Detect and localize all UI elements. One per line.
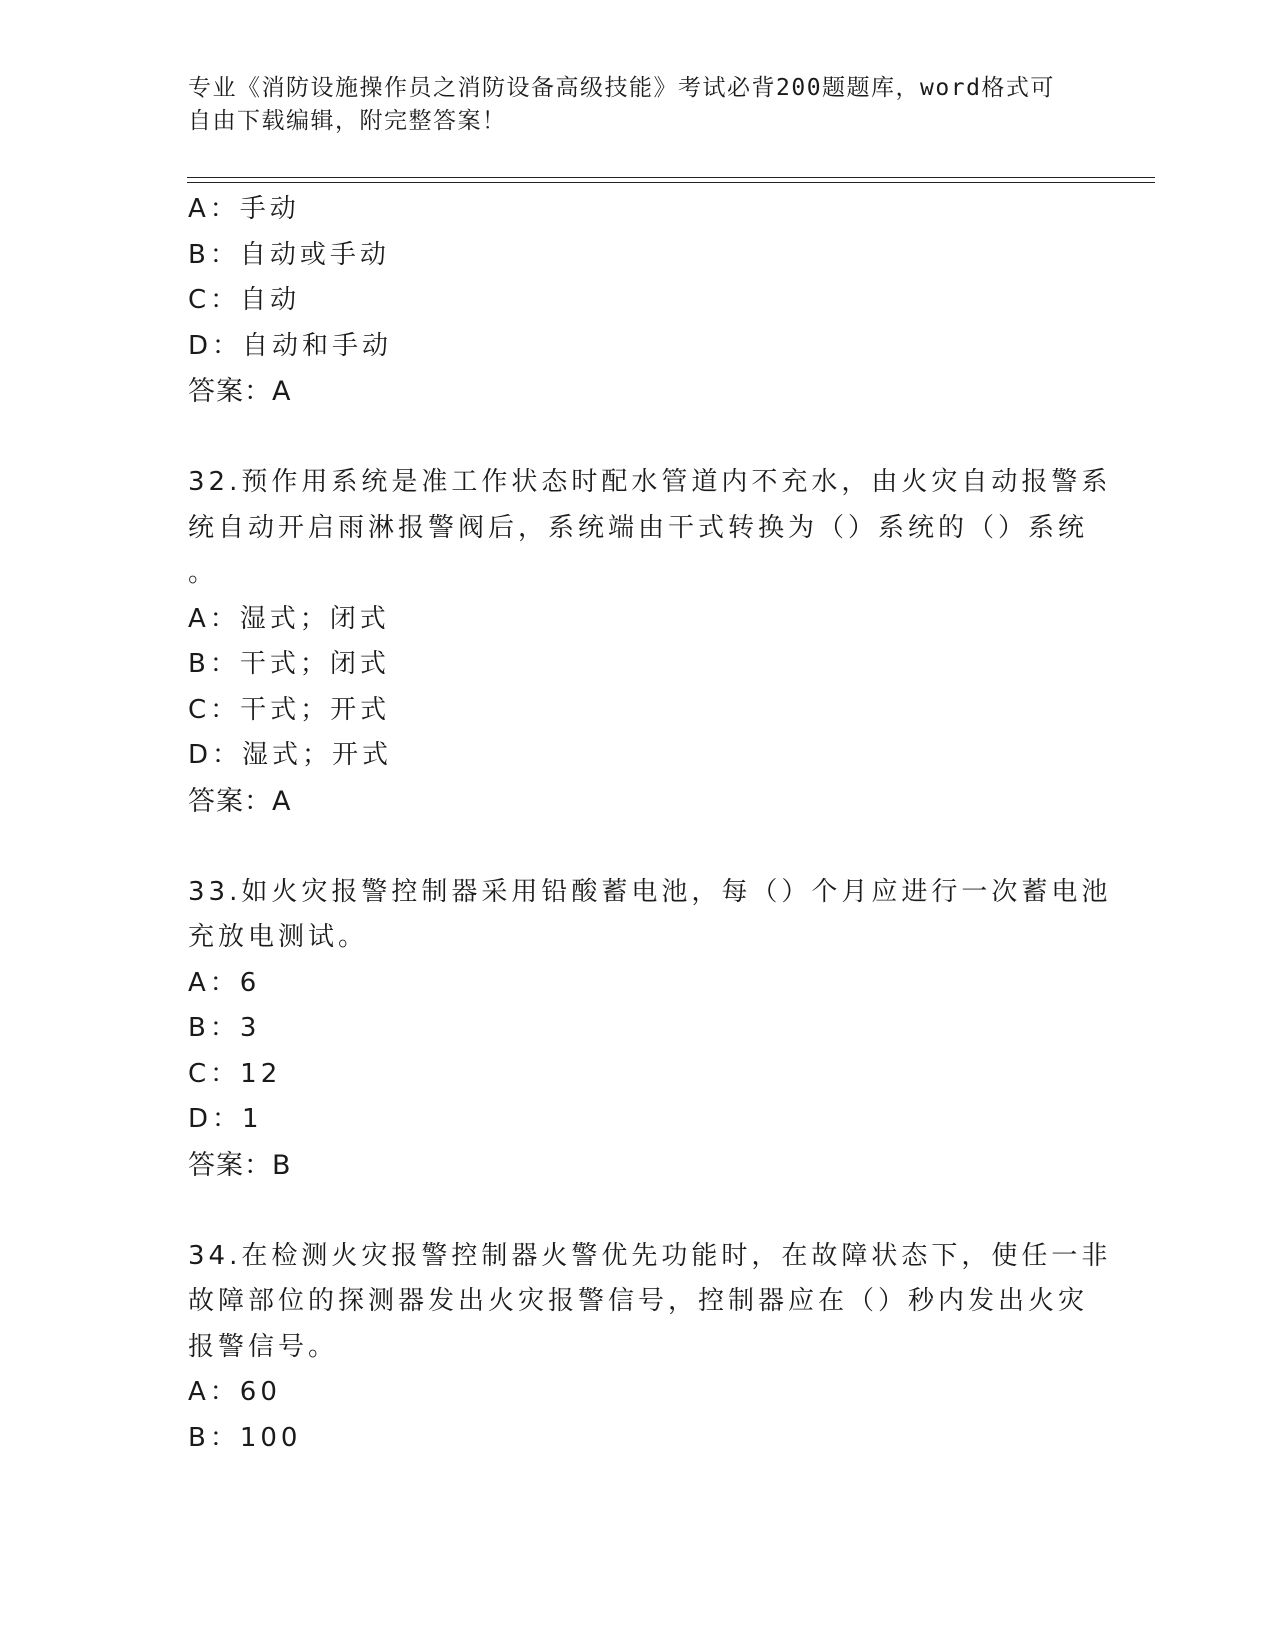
header-divider-bottom (187, 182, 1155, 183)
option-b: B：干式；闭式 (188, 649, 390, 679)
option-d: D：1 (188, 1104, 263, 1134)
option-b: B：3 (188, 1013, 261, 1043)
option-b: B：自动或手动 (188, 239, 390, 270)
option-d: D：自动和手动 (188, 330, 393, 361)
answer-line: 答案：B (188, 1149, 292, 1181)
header-line-2: 自由下载编辑，附完整答案！ (188, 108, 507, 134)
header-divider-top (187, 177, 1155, 178)
question-32 (188, 460, 1112, 824)
document-header (188, 72, 1068, 138)
question-31 (188, 187, 1088, 415)
question-stem-line: 报警信号。 (188, 1331, 339, 1362)
question-stem-line: 故障部位的探测器发出火灾报警信号，控制器应在（）秒内发出火灾 (188, 1286, 1089, 1316)
answer-line: 答案：A (188, 785, 292, 817)
option-c: C：12 (188, 1058, 282, 1089)
question-list (188, 187, 1112, 1461)
option-b: B：100 (188, 1422, 302, 1453)
option-a: A：手动 (188, 194, 300, 224)
question-stem-line: 统自动开启雨淋报警阀后，系统端由干式转换为（）系统的（）系统 (188, 512, 1089, 543)
question-33 (188, 870, 1112, 1189)
option-c: C：自动 (188, 285, 301, 315)
question-stem-line: 32.预作用系统是准工作状态时配水管道内不充水，由火灾自动报警系 (188, 467, 1112, 497)
option-d: D：湿式；开式 (188, 740, 393, 770)
spacer (188, 1188, 1088, 1234)
question-stem-line: 。 (188, 558, 219, 588)
question-stem-line: 33.如火灾报警控制器采用铅酸蓄电池，每（）个月应进行一次蓄电池 (188, 876, 1112, 907)
spacer (188, 824, 1088, 870)
option-a: A：60 (188, 1377, 281, 1407)
spacer (188, 415, 1088, 461)
answer-line: 答案：A (188, 376, 292, 407)
option-a: A：湿式；闭式 (188, 603, 390, 634)
option-a: A：6 (188, 967, 261, 998)
question-stem-line: 34.在检测火灾报警控制器火警优先功能时，在故障状态下，使任一非 (188, 1240, 1112, 1271)
question-34 (188, 1234, 1112, 1462)
question-stem-line: 充放电测试。 (188, 922, 369, 952)
option-c: C：干式；开式 (188, 694, 391, 725)
header-line-1: 专业《消防设施操作员之消防设备高级技能》考试必背200题题库，word格式可 (188, 75, 1055, 101)
